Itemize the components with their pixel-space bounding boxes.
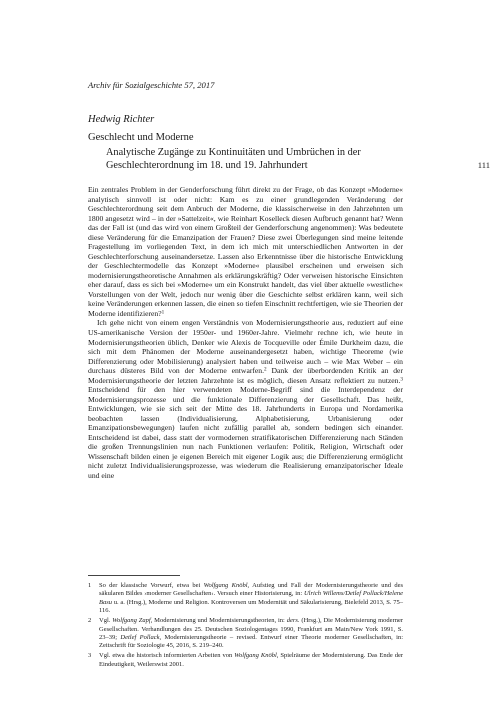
article-subtitle: Analytische Zugänge zu Kontinuitäten und Umbrüchen in der Geschlechterordnung im 18. und 19. Jahrhundert xyxy=(106,147,361,171)
footnotes xyxy=(88,582,403,671)
body-paragraph-1: Ein zentrales Problem in der Genderforschung führt direkt zu der Frage, ob das Konzept »Moderne« analytisch sinnvoll ist oder nicht: Kam es zu einer grundlegenden Veränderung der Geschlechterordnung seit dem Anbruch der Moderne, die klassischerweise in den Jahrzehnten um 1800 angesetzt wird – in der »Sattelzeit«, wie Reinhart Koselleck diesen Aufbruch genannt hat? Wenn das der Fall ist (und das wird von einem Großteil der Genderforschung angenommen): Was bedeutete diese Veränderung für die Emanzipation der Frauen? Diese zwei Überlegungen sind meine leitende Fragestellung im vorliegenden Text, in dem ich mich mit unterschiedlichen Antworten in der Geschlechterforschung auseinandersetze. Lassen also Erkenntnisse über die historische Entwicklung der Geschlechtermodelle das Konzept »Moderne« plausibel erscheinen und erweisen sich modernisierungstheoretische Annahmen als erklärungskräftig? Oder verweisen historische Einsichten eher darauf, dass es sich bei »Moderne« um ein Konstrukt handelt, das viel über aktuelle »westliche« Vorstellungen von der Welt, jedoch nur wenig über die Geschichte selbst erklären kann, weil sich keine Veränderungen erkennen lassen, die einen so tiefen Einschnitt rechtfertigen, wie sie Theorien der Moderne identifizieren?$^1$ xyxy=(88,185,403,318)
body-paragraph-2: Ich gehe nicht von einem engen Verständnis von Modernisierungstheorie aus, reduziert auf eine US-amerikanische Version der 1950er- und 1960er-Jahre. Vielmehr rechne ich, wie heute in Modernisierungstheorien üblich, Denker wie Alexis de Tocqueville oder Émile Durkheim dazu, die sich mit dem Phänomen der Moderne auseinandergesetzt haben, wichtige Theoreme (wie Differenzierung oder Mobilisierung) analysiert haben und teilweise auch – wie Max Weber – ein durchaus düsteres Bild von der Moderne entwarfen.$^2$ Dank der überbordenden Kritik an der Modernisierungstheorie der letzten Jahrzehnte ist es möglich, diesen Ansatz reflektiert zu nutzen.$^3$ Entscheidend für den hier verwendeten Moderne-Begriff sind die Interdependenz der Modernisierungsprozesse und die funktionale Differenzierung der Gesellschaft. Das heißt, Entwicklungen, wie sie sich seit der Mitte des 18. Jahrhunderts in Europa und Nordamerika beobachten lassen (Individualisierung, Alphabetisierung, Urbanisierung oder Emanzipationsbewegungen) laufen nicht zufällig parallel ab, sondern bedingen sich einander. Entscheidend ist dabei, dass statt der vormodernen stratifikatorischen Differenzierung nach Ständen die großen Trennungslinien nun nach Funktionen verlaufen: Politik, Religion, Wirtschaft oder Wissenschaft bilden einen je eigenen Bereich mit eigener Logik aus; die Differenzierung ermöglicht nicht zuletzt Individualisierungsprozesse, was wiederum die Realisierung emanzipatorischer Ideale und eine xyxy=(88,318,403,480)
footnote-number: 3 xyxy=(88,652,92,660)
footnote-1: 1 So der klassische Vorwurf, etwa bei Wolfgang Knöbl, Aufstieg und Fall der Modernisierungstheorie und des säkularen Bildes ›moderner Gesellschaften‹. Versuch einer Historisierung, in: Ulrich Willems/Detlef Pollack/Helene Basu u. a. (Hrsg.), Moderne und Religion. Kontroversen um Modernität und Säkularisierung, Bielefeld 2013, S. 75–116. xyxy=(88,582,404,615)
footnote-ref-3[interactable]: 3 xyxy=(400,376,403,383)
footnote-ref-2[interactable]: 2 xyxy=(264,366,267,373)
journal-citation: Archiv für Sozialgeschichte 57, 2017 xyxy=(88,80,215,90)
footnote-3: 3 Vgl. etwa die historisch informierten Arbeiten von Wolfgang Knöbl, Spielräume der Modernisierung. Das Ende der Eindeutigkeit, Weilerswist 2001. xyxy=(88,652,404,668)
article-author: Hedwig Richter xyxy=(88,114,155,125)
footnote-2: 2 Vgl. Wolfgang Zapf, Modernisierung und Modernisierungstheorien, in: ders. (Hrsg.), Die Modernisierung moderner Gesellschaften. Verhandlungen des 25. Deutschen Soziologentages 1990, Frankfurt am Main/New York 1991, S. 23–39; Detlef Pollack, Modernisierungstheorie – revised. Entwurf einer Theorie moderner Gesellschaften, in: Zeitschrift für Soziologie 45, 2016, S. 219–240. xyxy=(88,617,404,650)
page-number: 111 xyxy=(477,160,490,170)
footnote-number: 2 xyxy=(88,617,92,625)
footnote-number: 1 xyxy=(88,582,92,589)
article-body xyxy=(88,185,403,480)
footnote-ref-1[interactable]: 1 xyxy=(161,309,165,316)
footnote-divider xyxy=(88,575,180,576)
article-title: Geschlecht und Moderne xyxy=(88,132,194,143)
